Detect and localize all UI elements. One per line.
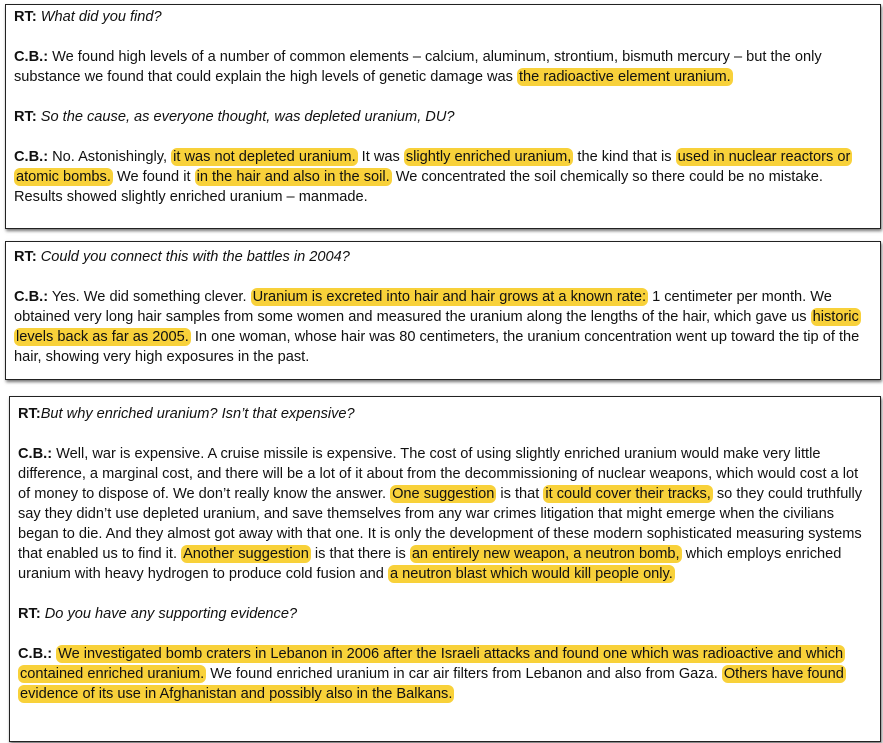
body-text: which employs enriched uranium with heavy hydrogen to produce cold fusion and: [18, 546, 842, 582]
speaker-label: C.B.:: [18, 446, 53, 462]
answer-paragraph: [14, 47, 872, 87]
question-text: But why enriched uranium? Isn’t that expensive?: [40, 406, 355, 422]
question-text: Do you have any supporting evidence?: [40, 606, 298, 622]
highlighted-text: We investigated bomb craters in Lebanon in 2006 after the Israeli attacks and found one which was radioactive and which contained enriched uranium.: [20, 646, 844, 682]
question-text: So the cause, as everyone thought, was depleted uranium, DU?: [36, 109, 455, 125]
speaker-label: RT:: [18, 406, 41, 422]
speaker-label: RT:: [18, 606, 41, 622]
interview-excerpt-panel-1: [5, 4, 881, 229]
body-text: 1 centimeter per month. We obtained very long hair samples from some women and measured the uranium along the lengths of the hair, which gave us: [14, 289, 832, 325]
body-text: We found high levels of a number of common elements – calcium, aluminum, strontium, bismuth mercury – but the only substance we found that could explain the high levels of genetic damage was: [14, 49, 822, 85]
body-text: We found it: [112, 169, 195, 185]
highlighted-text: Another suggestion: [183, 546, 309, 562]
body-text: We concentrated the soil chemically so there could be no mistake. Results showed slightly enriched uranium – manmade.: [14, 169, 823, 205]
highlighted-text: an entirely new weapon, a neutron bomb,: [411, 546, 680, 562]
speaker-label: RT:: [14, 109, 37, 125]
answer-paragraph: [18, 644, 874, 704]
question-paragraph: [14, 7, 872, 27]
speaker-label: C.B.:: [14, 149, 49, 165]
body-text: is that: [496, 486, 544, 502]
speaker-label: C.B.:: [14, 49, 49, 65]
speaker-label: C.B.:: [18, 646, 53, 662]
body-text: is that there is: [310, 546, 410, 562]
answer-paragraph: [14, 287, 872, 367]
body-text: Well, war is expensive. A cruise missile is expensive. The cost of using slightly enriched uranium would make very little difference, a marginal cost, and there will be a lot of it about from the decommissioning of nuclear weapons, which would cost a lot of money to dispose of. We don’t really know the answer.: [18, 446, 859, 502]
question-paragraph: [18, 604, 874, 624]
body-text: We found enriched uranium in car air filters from Lebanon and also from Gaza.: [206, 666, 722, 682]
speaker-label: RT:: [14, 9, 37, 25]
speaker-label: RT:: [14, 249, 37, 265]
interview-excerpt-panel-2: [5, 241, 881, 380]
question-paragraph: [14, 107, 872, 127]
question-paragraph: [14, 247, 872, 267]
interview-excerpt-panel-3: [9, 396, 881, 742]
body-text: so they could truthfully say they didn’t use depleted uranium, and save themselves from any war crimes litigation that might emerge when the civilians began to die. And they almost got away with that one. It is only the development of these modern sophisticated measuring systems that enabled us to find it.: [18, 486, 863, 562]
highlighted-text: Others have found evidence of its use in Afghanistan and possibly also in the Balkans.: [20, 666, 844, 702]
highlighted-text: One suggestion: [392, 486, 495, 502]
highlighted-text: the radioactive element uranium.: [519, 69, 731, 85]
question-text: What did you find?: [36, 9, 162, 25]
highlighted-text: in the hair and also in the soil.: [196, 169, 390, 185]
body-text: No. Astonishingly,: [48, 149, 172, 165]
speaker-label: C.B.:: [14, 289, 49, 305]
highlighted-text: historic levels back as far as 2005.: [16, 309, 859, 345]
highlighted-text: used in nuclear reactors or atomic bombs.: [16, 149, 851, 185]
highlighted-text: slightly enriched uranium,: [405, 149, 572, 165]
highlighted-text: it could cover their tracks,: [545, 486, 711, 502]
question-text: Could you connect this with the battles in 2004?: [36, 249, 350, 265]
body-text: the kind that is: [573, 149, 676, 165]
body-text: Yes. We did something clever.: [48, 289, 251, 305]
answer-paragraph: [14, 147, 872, 207]
answer-paragraph: [18, 444, 874, 584]
highlighted-text: it was not depleted uranium.: [173, 149, 356, 165]
body-text: It was: [357, 149, 404, 165]
highlighted-text: a neutron blast which would kill people only.: [389, 566, 673, 582]
question-paragraph: [18, 404, 874, 424]
body-text: In one woman, whose hair was 80 centimeters, the uranium concentration went up toward the tip of the hair, showing very high exposures in the past.: [14, 329, 860, 365]
highlighted-text: Uranium is excreted into hair and hair grows at a known rate:: [252, 289, 647, 305]
